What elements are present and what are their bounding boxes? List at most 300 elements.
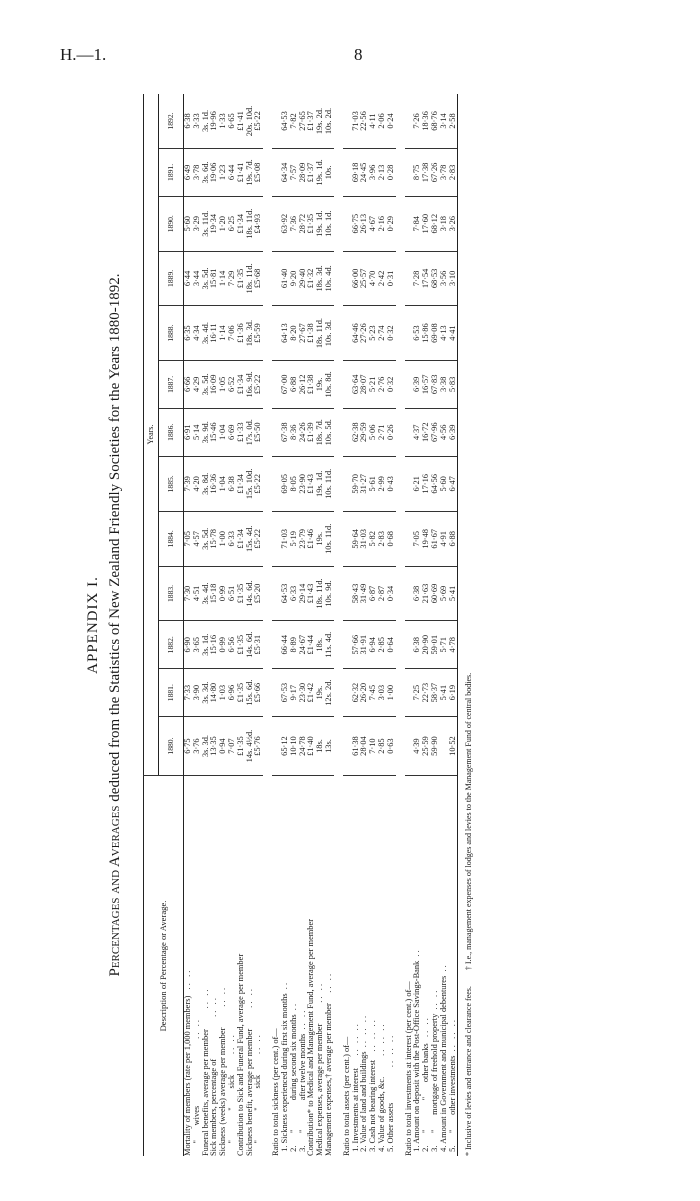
row-description: 4. Amount in Government and municipal debentures . . bbox=[438, 965, 448, 1156]
value-cell: 3·44 bbox=[193, 251, 202, 306]
value-cell: 5·21 bbox=[369, 360, 378, 408]
value-cell: 3s. 5d. bbox=[202, 360, 211, 408]
value-cell: 19s. 1d. bbox=[316, 148, 325, 196]
value-cell: 15·16 bbox=[210, 621, 219, 669]
table-row bbox=[352, 94, 361, 1156]
value-cell: 2·13 bbox=[378, 148, 387, 196]
value-cell: 7·82 bbox=[290, 94, 299, 148]
value-cell: 17·16 bbox=[422, 456, 431, 511]
value-cell: 6·90 bbox=[184, 621, 193, 669]
value-cell: 1·00 bbox=[387, 669, 396, 717]
value-cell: 24·45 bbox=[360, 148, 369, 196]
table-body bbox=[184, 94, 458, 1156]
value-cell: 0·43 bbox=[387, 456, 396, 511]
value-cell: 7·06 bbox=[228, 306, 237, 361]
footnotes: * Inclusive of levies and entrance and clearance fees. † I.e., management expenses of lodges and levies to the Management Fund of central bodies. bbox=[464, 672, 474, 1156]
value-cell: 28·04 bbox=[360, 717, 369, 776]
value-cell: 6·19 bbox=[449, 669, 458, 717]
table-row bbox=[246, 94, 255, 1156]
value-cell: £1·36 bbox=[237, 306, 246, 361]
value-cell: 6·88 bbox=[290, 360, 299, 408]
value-cell: 6·94 bbox=[369, 621, 378, 669]
value-cell: 0·64 bbox=[387, 621, 396, 669]
value-cell: 7·84 bbox=[413, 196, 422, 251]
table-row bbox=[449, 94, 458, 1156]
table-row bbox=[219, 94, 228, 1156]
table-row bbox=[202, 94, 211, 1156]
row-description: 2. " " other banks . . . . bbox=[421, 1018, 431, 1156]
value-cell: 10s. 9d. bbox=[325, 566, 334, 621]
value-cell: 7·29 bbox=[228, 251, 237, 306]
table-row bbox=[281, 94, 290, 1156]
value-cell: 18s. 11d. bbox=[316, 566, 325, 621]
row-spacer bbox=[263, 94, 272, 1156]
value-cell: 0·26 bbox=[387, 408, 396, 456]
value-cell: 67·83 bbox=[431, 360, 440, 408]
row-description: 3. " mortgage of freehold property . . . . bbox=[429, 990, 439, 1156]
value-cell: 69·18 bbox=[352, 148, 361, 196]
value-cell: 10·10 bbox=[290, 717, 299, 776]
statistics-table bbox=[143, 94, 458, 1156]
value-cell: £1·35 bbox=[237, 251, 246, 306]
row-description: 2. Value of land and buildings . . . . . . bbox=[359, 1015, 369, 1156]
year-header: 1881. bbox=[159, 669, 184, 717]
value-cell: 18s. bbox=[316, 621, 325, 669]
value-cell: 27·26 bbox=[360, 306, 369, 361]
table-row bbox=[440, 94, 449, 1156]
value-cell: 0·32 bbox=[387, 360, 396, 408]
value-cell: 4·70 bbox=[369, 251, 378, 306]
value-cell: 7·45 bbox=[369, 669, 378, 717]
value-cell: 18s. 11d. bbox=[316, 306, 325, 361]
value-cell: 69·08 bbox=[431, 306, 440, 361]
row-description: Funeral benefits, average per member . . . . bbox=[200, 989, 210, 1156]
value-cell: 4·13 bbox=[440, 306, 449, 361]
value-cell: 3s. 8d. bbox=[202, 456, 211, 511]
table-row bbox=[184, 94, 193, 1156]
table-row bbox=[254, 94, 263, 1156]
row-description: " " sick . . . . bbox=[226, 1035, 236, 1156]
value-cell: 5·41 bbox=[449, 566, 458, 621]
row-spacer bbox=[334, 94, 343, 1156]
value-cell: 3s. 1d. bbox=[202, 621, 211, 669]
table-row bbox=[360, 94, 369, 1156]
value-cell: 67·96 bbox=[431, 408, 440, 456]
value-cell: 7·28 bbox=[413, 251, 422, 306]
row-description: 3. Cash not bearing interest . . . . . . bbox=[368, 1020, 378, 1156]
value-cell: 26·20 bbox=[360, 669, 369, 717]
value-cell: 6·87 bbox=[369, 566, 378, 621]
value-cell: 19·34 bbox=[210, 196, 219, 251]
value-cell: 6·51 bbox=[228, 566, 237, 621]
value-cell: 64·46 bbox=[352, 306, 361, 361]
value-cell: 4·91 bbox=[440, 511, 449, 566]
value-cell: 1·03 bbox=[219, 669, 228, 717]
value-cell: 2·83 bbox=[378, 511, 387, 566]
value-cell: 0·34 bbox=[387, 566, 396, 621]
value-cell: 7·30 bbox=[184, 566, 193, 621]
value-cell: 61·38 bbox=[352, 717, 361, 776]
value-cell: 3s. 6d. bbox=[202, 148, 211, 196]
value-cell: 26·13 bbox=[360, 196, 369, 251]
value-cell: 3·76 bbox=[193, 717, 202, 776]
value-cell: £1·38 bbox=[307, 306, 316, 361]
value-cell: 13·35 bbox=[210, 717, 219, 776]
value-cell: £1·43 bbox=[307, 456, 316, 511]
value-cell: 6·52 bbox=[228, 360, 237, 408]
value-cell: 64·56 bbox=[431, 456, 440, 511]
value-cell: 10s. 2d. bbox=[325, 94, 334, 148]
value-cell: 60·69 bbox=[431, 566, 440, 621]
value-cell: 5·71 bbox=[440, 621, 449, 669]
value-cell: 6·44 bbox=[228, 148, 237, 196]
value-cell: 6·69 bbox=[228, 408, 237, 456]
value-cell: 6·96 bbox=[228, 669, 237, 717]
value-cell: £1·44 bbox=[307, 621, 316, 669]
value-cell: 19s. bbox=[316, 511, 325, 566]
value-cell: 68·53 bbox=[431, 251, 440, 306]
value-cell: 3·29 bbox=[193, 196, 202, 251]
value-cell: £1·35 bbox=[237, 621, 246, 669]
value-cell: 19s. 1d. bbox=[316, 456, 325, 511]
value-cell: 14·80 bbox=[210, 669, 219, 717]
value-cell: 1·33 bbox=[219, 94, 228, 148]
value-cell: 2·99 bbox=[378, 456, 387, 511]
value-cell: £1·35 bbox=[237, 717, 246, 776]
value-cell: £4·93 bbox=[254, 196, 263, 251]
value-cell: 6·33 bbox=[228, 511, 237, 566]
page-number: 8 bbox=[354, 45, 363, 64]
value-cell: 1·00 bbox=[219, 511, 228, 566]
value-cell: 7·26 bbox=[413, 94, 422, 148]
value-cell: 18·36 bbox=[422, 94, 431, 148]
row-description: Ratio to total investments at interest (per cent.) of— bbox=[403, 981, 413, 1156]
value-cell: 62·32 bbox=[352, 669, 361, 717]
value-cell: 22·56 bbox=[360, 94, 369, 148]
value-cell: 2·16 bbox=[378, 196, 387, 251]
value-cell: £5·76 bbox=[254, 717, 263, 776]
value-cell: £1·35 bbox=[307, 196, 316, 251]
value-cell: 14s. 6d. bbox=[246, 566, 255, 621]
row-description: Mortality of members (rate per 1,000 members) . . . . bbox=[183, 970, 192, 1156]
value-cell: 3s. 5d. bbox=[202, 251, 211, 306]
value-cell: 24·26 bbox=[299, 408, 308, 456]
value-cell: 0·28 bbox=[387, 148, 396, 196]
value-cell: 3s. 3d. bbox=[202, 717, 211, 776]
value-cell: £5·66 bbox=[254, 669, 263, 717]
year-header: 1883. bbox=[159, 566, 184, 621]
description-header: Description of Percentage or Average. bbox=[144, 776, 184, 1157]
value-cell: 1·23 bbox=[219, 148, 228, 196]
value-cell: 7·57 bbox=[290, 148, 299, 196]
value-cell: 31·91 bbox=[360, 621, 369, 669]
value-cell: 3·14 bbox=[440, 94, 449, 148]
value-cell: 2·42 bbox=[378, 251, 387, 306]
value-cell: 16·57 bbox=[422, 360, 431, 408]
value-cell: 2·71 bbox=[378, 408, 387, 456]
value-cell: 9·17 bbox=[290, 669, 299, 717]
year-header: 1889. bbox=[159, 251, 184, 306]
value-cell: £5·50 bbox=[254, 408, 263, 456]
value-cell: 27·67 bbox=[299, 306, 308, 361]
value-cell: 19s. 7d. bbox=[246, 148, 255, 196]
value-cell: 6·66 bbox=[184, 360, 193, 408]
value-cell: 20·90 bbox=[422, 621, 431, 669]
value-cell: £5·22 bbox=[254, 456, 263, 511]
row-description: 5. Other assets . . . . . . bbox=[385, 1035, 395, 1156]
value-cell: 8·75 bbox=[413, 148, 422, 196]
value-cell: 6·39 bbox=[449, 408, 458, 456]
row-description: 1. Amount on deposit with the Post-Office Savings-Bank . . bbox=[412, 950, 422, 1156]
value-cell: 10s. 11d. bbox=[325, 456, 334, 511]
value-cell: 5·61 bbox=[369, 456, 378, 511]
value-cell: £1·41 bbox=[237, 148, 246, 196]
value-cell: 3·96 bbox=[369, 148, 378, 196]
value-cell: 14s. 4½d. bbox=[246, 717, 255, 776]
value-cell: 27·65 bbox=[299, 94, 308, 148]
value-cell: 69·05 bbox=[281, 456, 290, 511]
value-cell: 10s. 8d. bbox=[325, 360, 334, 408]
value-cell: 22·73 bbox=[422, 669, 431, 717]
spacer-cell bbox=[263, 94, 272, 1156]
years-header: Years. bbox=[144, 94, 159, 776]
year-header: 1890. bbox=[159, 196, 184, 251]
table-row bbox=[369, 94, 378, 1156]
row-description: 2. " during second six months . . bbox=[288, 1003, 298, 1156]
value-cell: 3·90 bbox=[193, 669, 202, 717]
value-cell: 5·60 bbox=[440, 456, 449, 511]
value-cell: 14s. 6d. bbox=[246, 621, 255, 669]
value-cell: 5·83 bbox=[449, 360, 458, 408]
value-cell: £1·35 bbox=[237, 669, 246, 717]
row-description: 3. " after twelve months . . . . bbox=[297, 1010, 307, 1156]
value-cell: £1·34 bbox=[237, 360, 246, 408]
value-cell: 18s. 11d. bbox=[246, 196, 255, 251]
value-cell: 4·56 bbox=[440, 408, 449, 456]
value-cell: £5·68 bbox=[254, 251, 263, 306]
value-cell: 5·60 bbox=[184, 196, 193, 251]
year-header: 1880. bbox=[159, 717, 184, 776]
value-cell: 31·49 bbox=[360, 566, 369, 621]
value-cell: 4·37 bbox=[413, 408, 422, 456]
value-cell: 13s. bbox=[325, 717, 334, 776]
value-cell: £1·34 bbox=[237, 196, 246, 251]
year-header: 1884. bbox=[159, 511, 184, 566]
value-cell: 67·26 bbox=[431, 148, 440, 196]
value-cell: 15·18 bbox=[210, 566, 219, 621]
value-cell: 68·76 bbox=[431, 94, 440, 148]
value-cell: 0·63 bbox=[387, 717, 396, 776]
value-cell: 59·70 bbox=[352, 456, 361, 511]
value-cell: 2·87 bbox=[378, 566, 387, 621]
value-cell: 0·99 bbox=[219, 566, 228, 621]
value-cell: 3·10 bbox=[449, 251, 458, 306]
value-cell: 2·83 bbox=[449, 148, 458, 196]
table-row bbox=[413, 94, 422, 1156]
table-row bbox=[378, 94, 387, 1156]
year-header: 1886. bbox=[159, 408, 184, 456]
value-cell: 8·05 bbox=[290, 456, 299, 511]
value-cell: £1·37 bbox=[307, 94, 316, 148]
value-cell: 28·07 bbox=[360, 360, 369, 408]
value-cell: 4·34 bbox=[193, 306, 202, 361]
value-cell: 19·96 bbox=[210, 94, 219, 148]
value-cell: £5·59 bbox=[254, 306, 263, 361]
value-cell: 3s. 1d. bbox=[202, 94, 211, 148]
value-cell: 6·38 bbox=[413, 621, 422, 669]
rotated-table-page bbox=[85, 80, 605, 1170]
value-cell: 61·40 bbox=[281, 251, 290, 306]
value-cell: £1·41 bbox=[237, 94, 246, 148]
value-cell: 6·38 bbox=[228, 456, 237, 511]
value-cell: 0·68 bbox=[387, 511, 396, 566]
value-cell: 8·36 bbox=[290, 408, 299, 456]
row-description: 4. Value of goods, &c. . . . . . . bbox=[376, 1024, 386, 1156]
value-cell: 1·04 bbox=[219, 408, 228, 456]
value-cell: 64·53 bbox=[281, 566, 290, 621]
value-cell: 6·65 bbox=[228, 94, 237, 148]
value-cell: 25·59 bbox=[422, 717, 431, 776]
value-cell: 6·88 bbox=[449, 511, 458, 566]
spacer-cell bbox=[334, 94, 343, 1156]
value-cell: 26·12 bbox=[299, 360, 308, 408]
value-cell: 68·12 bbox=[431, 196, 440, 251]
value-cell: 11s. 4d. bbox=[325, 621, 334, 669]
value-cell: 19s. bbox=[316, 669, 325, 717]
value-cell: 17·38 bbox=[422, 148, 431, 196]
value-cell: 10s. bbox=[325, 148, 334, 196]
value-cell: 3·26 bbox=[449, 196, 458, 251]
value-cell: 0·29 bbox=[387, 196, 396, 251]
value-cell: 6·38 bbox=[413, 566, 422, 621]
row-description: Sick members, percentage of . . . . bbox=[209, 998, 219, 1156]
value-cell: 3s. 4d. bbox=[202, 306, 211, 361]
value-cell: £1·34 bbox=[237, 511, 246, 566]
value-cell: £1·39 bbox=[307, 408, 316, 456]
value-cell: £5·20 bbox=[254, 566, 263, 621]
value-cell: 0·24 bbox=[387, 94, 396, 148]
row-description: Medical expenses, average per member . . . . bbox=[315, 983, 325, 1156]
value-cell: 64·53 bbox=[281, 94, 290, 148]
value-cell: 10s. 4d. bbox=[325, 251, 334, 306]
year-header: 1882. bbox=[159, 621, 184, 669]
value-cell: 3·33 bbox=[193, 94, 202, 148]
document-code: H.—1. bbox=[60, 45, 107, 64]
value-cell: 4·39 bbox=[413, 717, 422, 776]
value-cell: 64·13 bbox=[281, 306, 290, 361]
table-row bbox=[343, 94, 352, 1156]
value-cell: 66·75 bbox=[352, 196, 361, 251]
value-cell: 3s. 11d. bbox=[202, 196, 211, 251]
value-cell: 6·35 bbox=[184, 306, 193, 361]
value-cell: 20s. 10d. bbox=[246, 94, 255, 148]
row-description: Ratio to total sickness (per cent.) of— bbox=[271, 1028, 281, 1156]
value-cell: 10·52 bbox=[449, 717, 458, 776]
value-cell: 10s. 5d. bbox=[325, 408, 334, 456]
value-cell: 4·57 bbox=[193, 511, 202, 566]
value-cell: 6·49 bbox=[184, 148, 193, 196]
table-title bbox=[107, 80, 131, 1170]
value-cell: 7·36 bbox=[290, 196, 299, 251]
value-cell: 3s. 5d. bbox=[202, 511, 211, 566]
table-title-rest: deduced from the Statistics of New Zealand Friendly Societies for the Years 1880-1892. bbox=[107, 273, 123, 806]
value-cell: 63·64 bbox=[352, 360, 361, 408]
value-cell: 4·78 bbox=[449, 621, 458, 669]
value-cell: 1·14 bbox=[219, 306, 228, 361]
value-cell: 57·66 bbox=[352, 621, 361, 669]
year-header: 1888. bbox=[159, 306, 184, 361]
value-cell: 3·78 bbox=[193, 148, 202, 196]
value-cell: 31·27 bbox=[360, 456, 369, 511]
appendix-heading: APPENDIX I. bbox=[85, 576, 101, 674]
value-cell: 66·44 bbox=[281, 621, 290, 669]
value-cell: 4·41 bbox=[449, 306, 458, 361]
value-cell: £5·08 bbox=[254, 148, 263, 196]
year-header: 1887. bbox=[159, 360, 184, 408]
value-cell: £5·22 bbox=[254, 511, 263, 566]
value-cell: 4·11 bbox=[369, 94, 378, 148]
row-description: Sickness benefit, average per member . . . . bbox=[244, 989, 254, 1156]
value-cell: 67·53 bbox=[281, 669, 290, 717]
value-cell: 10s. 1d. bbox=[325, 196, 334, 251]
value-cell: 6·56 bbox=[228, 621, 237, 669]
value-cell: 0·99 bbox=[219, 621, 228, 669]
value-cell: 4·29 bbox=[193, 360, 202, 408]
value-cell: 1·14 bbox=[219, 251, 228, 306]
value-cell: 5·14 bbox=[193, 408, 202, 456]
value-cell: £1·34 bbox=[237, 456, 246, 511]
year-header: 1885. bbox=[159, 456, 184, 511]
row-description: Ratio to total assets (per cent.) of— bbox=[341, 1036, 351, 1156]
table-row bbox=[290, 94, 299, 1156]
value-cell: 8·89 bbox=[290, 621, 299, 669]
value-cell: 3·18 bbox=[440, 196, 449, 251]
value-cell: 71·03 bbox=[281, 511, 290, 566]
value-cell: 0·31 bbox=[387, 251, 396, 306]
value-cell: 29·14 bbox=[299, 566, 308, 621]
value-cell: 1·05 bbox=[219, 360, 228, 408]
value-cell: 59·01 bbox=[431, 621, 440, 669]
value-cell: 3·78 bbox=[440, 148, 449, 196]
value-cell: 18s. bbox=[316, 717, 325, 776]
value-cell: 7·07 bbox=[228, 717, 237, 776]
table-row bbox=[387, 94, 396, 1156]
value-cell: 10s. 3d. bbox=[325, 306, 334, 361]
value-cell: £1·46 bbox=[307, 511, 316, 566]
table-title-lead: Percentages and Averages bbox=[107, 805, 123, 977]
value-cell: 25·57 bbox=[360, 251, 369, 306]
value-cell: 2·58 bbox=[449, 94, 458, 148]
value-cell: 16·11 bbox=[210, 306, 219, 361]
value-cell: 6·75 bbox=[184, 717, 193, 776]
value-cell: 24·67 bbox=[299, 621, 308, 669]
value-cell: 1·20 bbox=[219, 196, 228, 251]
value-cell: 19s. 2d. bbox=[316, 94, 325, 148]
value-cell: 58·37 bbox=[431, 669, 440, 717]
value-cell: 29·59 bbox=[360, 408, 369, 456]
row-description: 1. Sickness experienced during first six months . . bbox=[279, 982, 289, 1156]
value-cell: 3s. 4d. bbox=[202, 566, 211, 621]
value-cell: 1·04 bbox=[219, 456, 228, 511]
value-cell: 19s. 1d. bbox=[316, 196, 325, 251]
value-cell: 3·56 bbox=[440, 251, 449, 306]
value-cell: 6·39 bbox=[413, 360, 422, 408]
value-cell: 28·09 bbox=[299, 148, 308, 196]
value-cell: 2·85 bbox=[378, 621, 387, 669]
value-cell: 3·38 bbox=[440, 360, 449, 408]
value-cell: 67·38 bbox=[281, 408, 290, 456]
value-cell: 16·72 bbox=[422, 408, 431, 456]
